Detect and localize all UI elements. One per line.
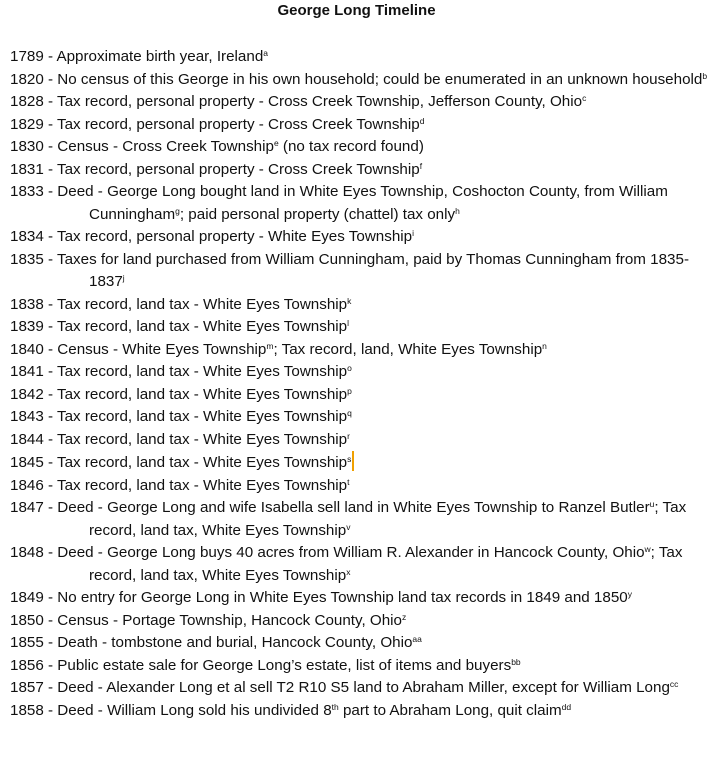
timeline-entry [10,69,710,92]
footnote-marker: u [649,499,655,509]
timeline-entry [10,136,710,159]
footnote-marker: dd [561,701,572,712]
entry-text: 1831 - Tax record, personal property - Cross Creek Township [10,160,420,178]
entry-text: 1849 - No entry for George Long in White Eyes Township land tax records in 1849 and 1850 [10,589,628,606]
footnote-marker: h [455,205,460,216]
entry-text-after: ; Tax record, land, White Eyes Township [273,340,543,358]
entry-text: 1855 - Death - tombstone and burial, Hancock County, Ohio [10,634,413,651]
footnote-marker: e [273,138,279,148]
entry-text: 1850 - Census - Portage Township, Hancock County, Ohio [10,611,402,629]
entry-text: 1829 - Tax record, personal property - Cross Creek Township [10,115,420,133]
text-cursor [352,451,354,471]
entry-text: 1842 - Tax record, land tax - White Eyes Township [10,385,348,403]
timeline-entry [10,700,710,723]
footnote-marker: l [347,318,349,328]
footnote-marker: c [582,93,587,103]
timeline-entry [10,226,710,249]
footnote-marker: r [347,430,350,441]
footnote-marker: k [347,295,352,306]
footnote-marker: cc [669,679,679,689]
footnote-marker: bb [511,656,521,667]
timeline-list [10,46,710,722]
footnote-marker: g [175,205,180,216]
timeline-entry [10,655,710,678]
entry-text: 1834 - Tax record, personal property - White Eyes Township [10,228,413,245]
timeline-entry [10,406,710,429]
entry-text: 1830 - Census - Cross Creek Township [10,138,274,155]
footnote-marker: a [263,48,269,58]
entry-text: 1844 - Tax record, land tax - White Eyes Township [10,430,348,448]
entry-text: 1838 - Tax record, land tax - White Eyes Township [10,295,348,313]
entry-text: 1846 - Tax record, land tax - White Eyes Township [10,476,348,494]
timeline-entry [10,497,710,542]
footnote-marker: o [347,363,352,373]
timeline-entry [10,249,710,294]
footnote-marker: n [542,340,547,351]
entry-text: 1856 - Public estate sale for George Long’s estate, list of items and buyers [10,656,512,674]
timeline-entry [10,475,710,498]
entry-text-after: ; paid personal property (chattel) tax only [179,205,456,223]
footnote-marker: p [347,385,352,396]
page-title: George Long Timeline [277,2,436,19]
footnote-marker: j [122,273,125,283]
timeline-entry [10,339,710,362]
footnote-marker: x [346,566,351,577]
timeline-entry [10,159,710,182]
footnote-marker: q [347,408,352,418]
timeline-entry [10,361,710,384]
footnote-marker: aa [412,634,422,644]
timeline-entry [10,610,710,633]
footnote-marker: y [627,589,632,599]
footnote-marker: d [419,115,425,126]
entry-text: 1858 - Deed - William Long sold his undivided 8 [10,701,332,719]
entry-text-after: ; Tax record, land tax, White Eyes Township [89,499,687,539]
entry-text: 1839 - Tax record, land tax - White Eyes Township [10,318,348,335]
timeline-entry [10,91,710,114]
entry-text: 1845 - Tax record, land tax - White Eyes Township [10,454,348,471]
entry-text: 1843 - Tax record, land tax - White Eyes Township [10,408,348,425]
footnote-marker: b [702,70,708,81]
footnote-marker: i [412,228,414,238]
timeline-entry [10,587,710,610]
footnote-marker: m [266,340,274,351]
footnote-marker: s [347,454,352,464]
entry-text-after: ; Tax record, land tax, White Eyes Township [89,544,683,584]
timeline-entry [10,114,710,137]
entry-text: 1857 - Deed - Alexander Long et al sell T2 R10 S5 land to Abraham Miller, except for William Long [10,679,670,696]
entry-text: 1835 - Taxes for land purchased from William Cunningham, paid by Thomas Cunningham from 1835-1837 [10,250,690,290]
timeline-entry [10,46,710,69]
footnote-marker: f [419,160,423,171]
footnote-marker: t [347,476,350,487]
timeline-entry[interactable] [10,451,710,475]
superscript-ordinal: th [331,701,339,712]
timeline-entry [10,632,710,655]
entry-text: 1828 - Tax record, personal property - Cross Creek Township, Jefferson County, Ohio [10,93,583,110]
entry-text: 1847 - Deed - George Long and wife Isabella sell land in White Eyes Township to Ranzel Butler [10,499,650,516]
timeline-entry [10,316,710,339]
entry-text: 1848 - Deed - George Long buys 40 acres from William R. Alexander in Hancock County, Ohio [10,544,645,561]
timeline-entry [10,181,710,226]
footnote-marker: v [346,521,351,532]
footnote-marker: z [402,611,407,622]
timeline-entry [10,677,710,700]
timeline-entry [10,429,710,452]
entry-text: 1840 - Census - White Eyes Township [10,340,267,358]
timeline-entry [10,384,710,407]
timeline-entry [10,542,710,587]
footnote-marker: w [644,544,651,554]
entry-text-after: part to Abraham Long, quit claim [338,701,562,719]
entry-text: 1841 - Tax record, land tax - White Eyes Township [10,363,348,380]
entry-text: 1833 - Deed - George Long bought land in White Eyes Township, Coshocton County, from William Cunningham [10,183,668,223]
entry-text-after: (no tax record found) [278,138,424,155]
entry-text: 1789 - Approximate birth year, Ireland [10,48,264,65]
entry-text: 1820 - No census of this George in his own household; could be enumerated in an unknown household [10,70,703,88]
timeline-entry [10,294,710,317]
